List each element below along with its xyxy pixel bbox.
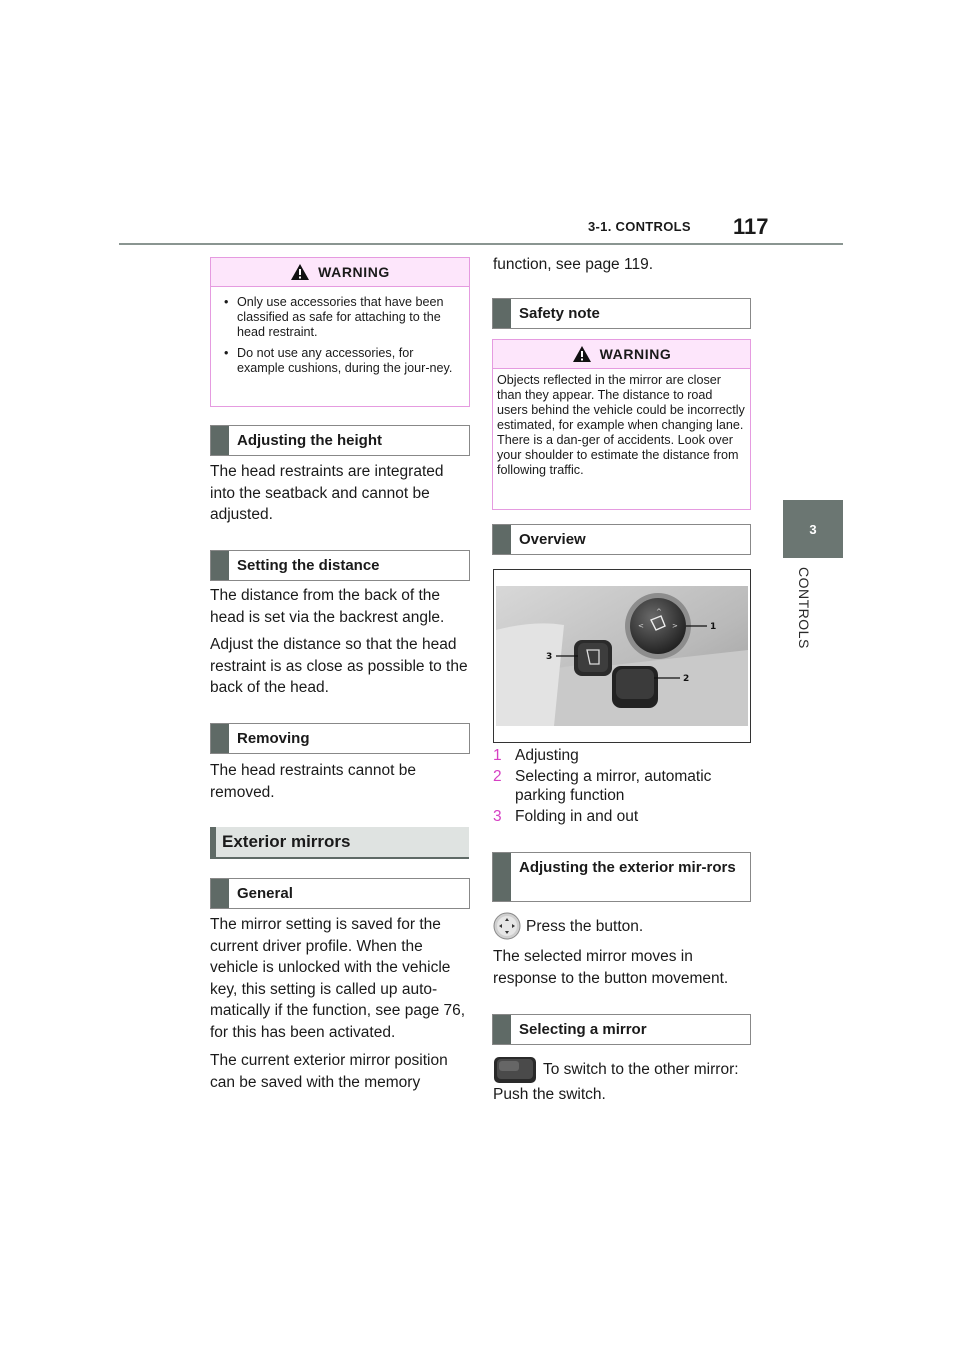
body-text-press-button: Press the button. <box>526 918 644 935</box>
legend-item: 2 Selecting a mirror, automatic parking function <box>493 767 712 804</box>
warning-title: WARNING <box>318 264 390 280</box>
heading-removing: Removing <box>210 723 470 754</box>
body-text-continuation: function, see page 119. <box>493 256 654 273</box>
warning-header <box>493 340 750 369</box>
mirror-controls-photo <box>493 569 751 743</box>
section-heading-exterior-mirrors: Exterior mirrors <box>210 827 469 859</box>
heading-selecting-mirror: Selecting a mirror <box>492 1014 751 1045</box>
warning-box-mirror <box>492 339 751 510</box>
warning-item: • Do not use any accessories, for example cushions, during the jour-ney. <box>221 346 459 376</box>
chapter-number: 3 <box>809 521 817 537</box>
warning-item: • Only use accessories that have been classified as safe for attaching to the head restraint. <box>221 295 459 340</box>
chapter-label: CONTROLS <box>796 567 812 649</box>
body-text-push-switch: Push the switch. <box>493 1086 606 1103</box>
warning-header <box>211 258 469 287</box>
body-text-general-1: The mirror setting is saved for the current driver profile. When the vehicle is unlocked with the vehicle key, this setting is called up auto-matically if the function, see page 76, for this has been activated. <box>210 916 466 1041</box>
legend-item: 3 Folding in and out <box>493 807 639 825</box>
header-rule <box>119 243 843 245</box>
page-number: 117 <box>733 214 769 239</box>
callout-3: 3 <box>546 652 553 662</box>
running-header-section: 3-1. CONTROLS <box>588 219 691 234</box>
body-text-switch: To switch to the other mirror: <box>543 1061 739 1078</box>
heading-overview: Overview <box>492 524 751 555</box>
body-text-distance-1: The distance from the back of the head is set via the backrest angle. <box>210 587 445 626</box>
body-text-removing: The head restraints cannot be removed. <box>210 762 416 801</box>
callout-1: 1 <box>710 622 717 632</box>
heading-general: General <box>210 878 470 909</box>
svg-text:>: > <box>672 622 678 630</box>
body-text-mirror-moves: The selected mirror moves in response to the button movement. <box>493 948 729 987</box>
warning-triangle-icon <box>290 263 310 281</box>
warning-text: Objects reflected in the mirror are closer than they appear. The distance to road users behind the vehicle could be incorrectly estimated, for example when changing lane. There is a dan-ger of accidents. Look over your shoulder to estimate the distance from following traffic. <box>497 373 745 477</box>
body-text-distance-2: Adjust the distance so that the head restraint is as close as possible to the back of the head. <box>210 636 468 696</box>
warning-box-accessories <box>210 257 470 407</box>
mirror-select-switch-icon <box>493 1056 537 1084</box>
svg-text:^: ^ <box>656 608 662 616</box>
callout-2: 2 <box>683 674 690 684</box>
heading-adjusting-height: Adjusting the height <box>210 425 470 456</box>
heading-adjusting-mirrors: Adjusting the exterior mir-rors <box>492 852 751 902</box>
svg-text:<: < <box>638 622 644 630</box>
heading-setting-distance: Setting the distance <box>210 550 470 581</box>
body-text-general-2: The current exterior mirror position can be saved with the memory <box>210 1052 448 1091</box>
heading-safety-note: Safety note <box>492 298 751 329</box>
chapter-tab <box>783 500 843 558</box>
body-text-height: The head restraints are integrated into the seatback and cannot be adjusted. <box>210 463 444 523</box>
warning-triangle-icon <box>572 345 592 363</box>
warning-title: WARNING <box>599 346 672 362</box>
legend-item: 1 Adjusting <box>493 747 579 764</box>
overview-legend <box>493 746 753 827</box>
mirror-adjust-button-icon <box>493 912 521 940</box>
